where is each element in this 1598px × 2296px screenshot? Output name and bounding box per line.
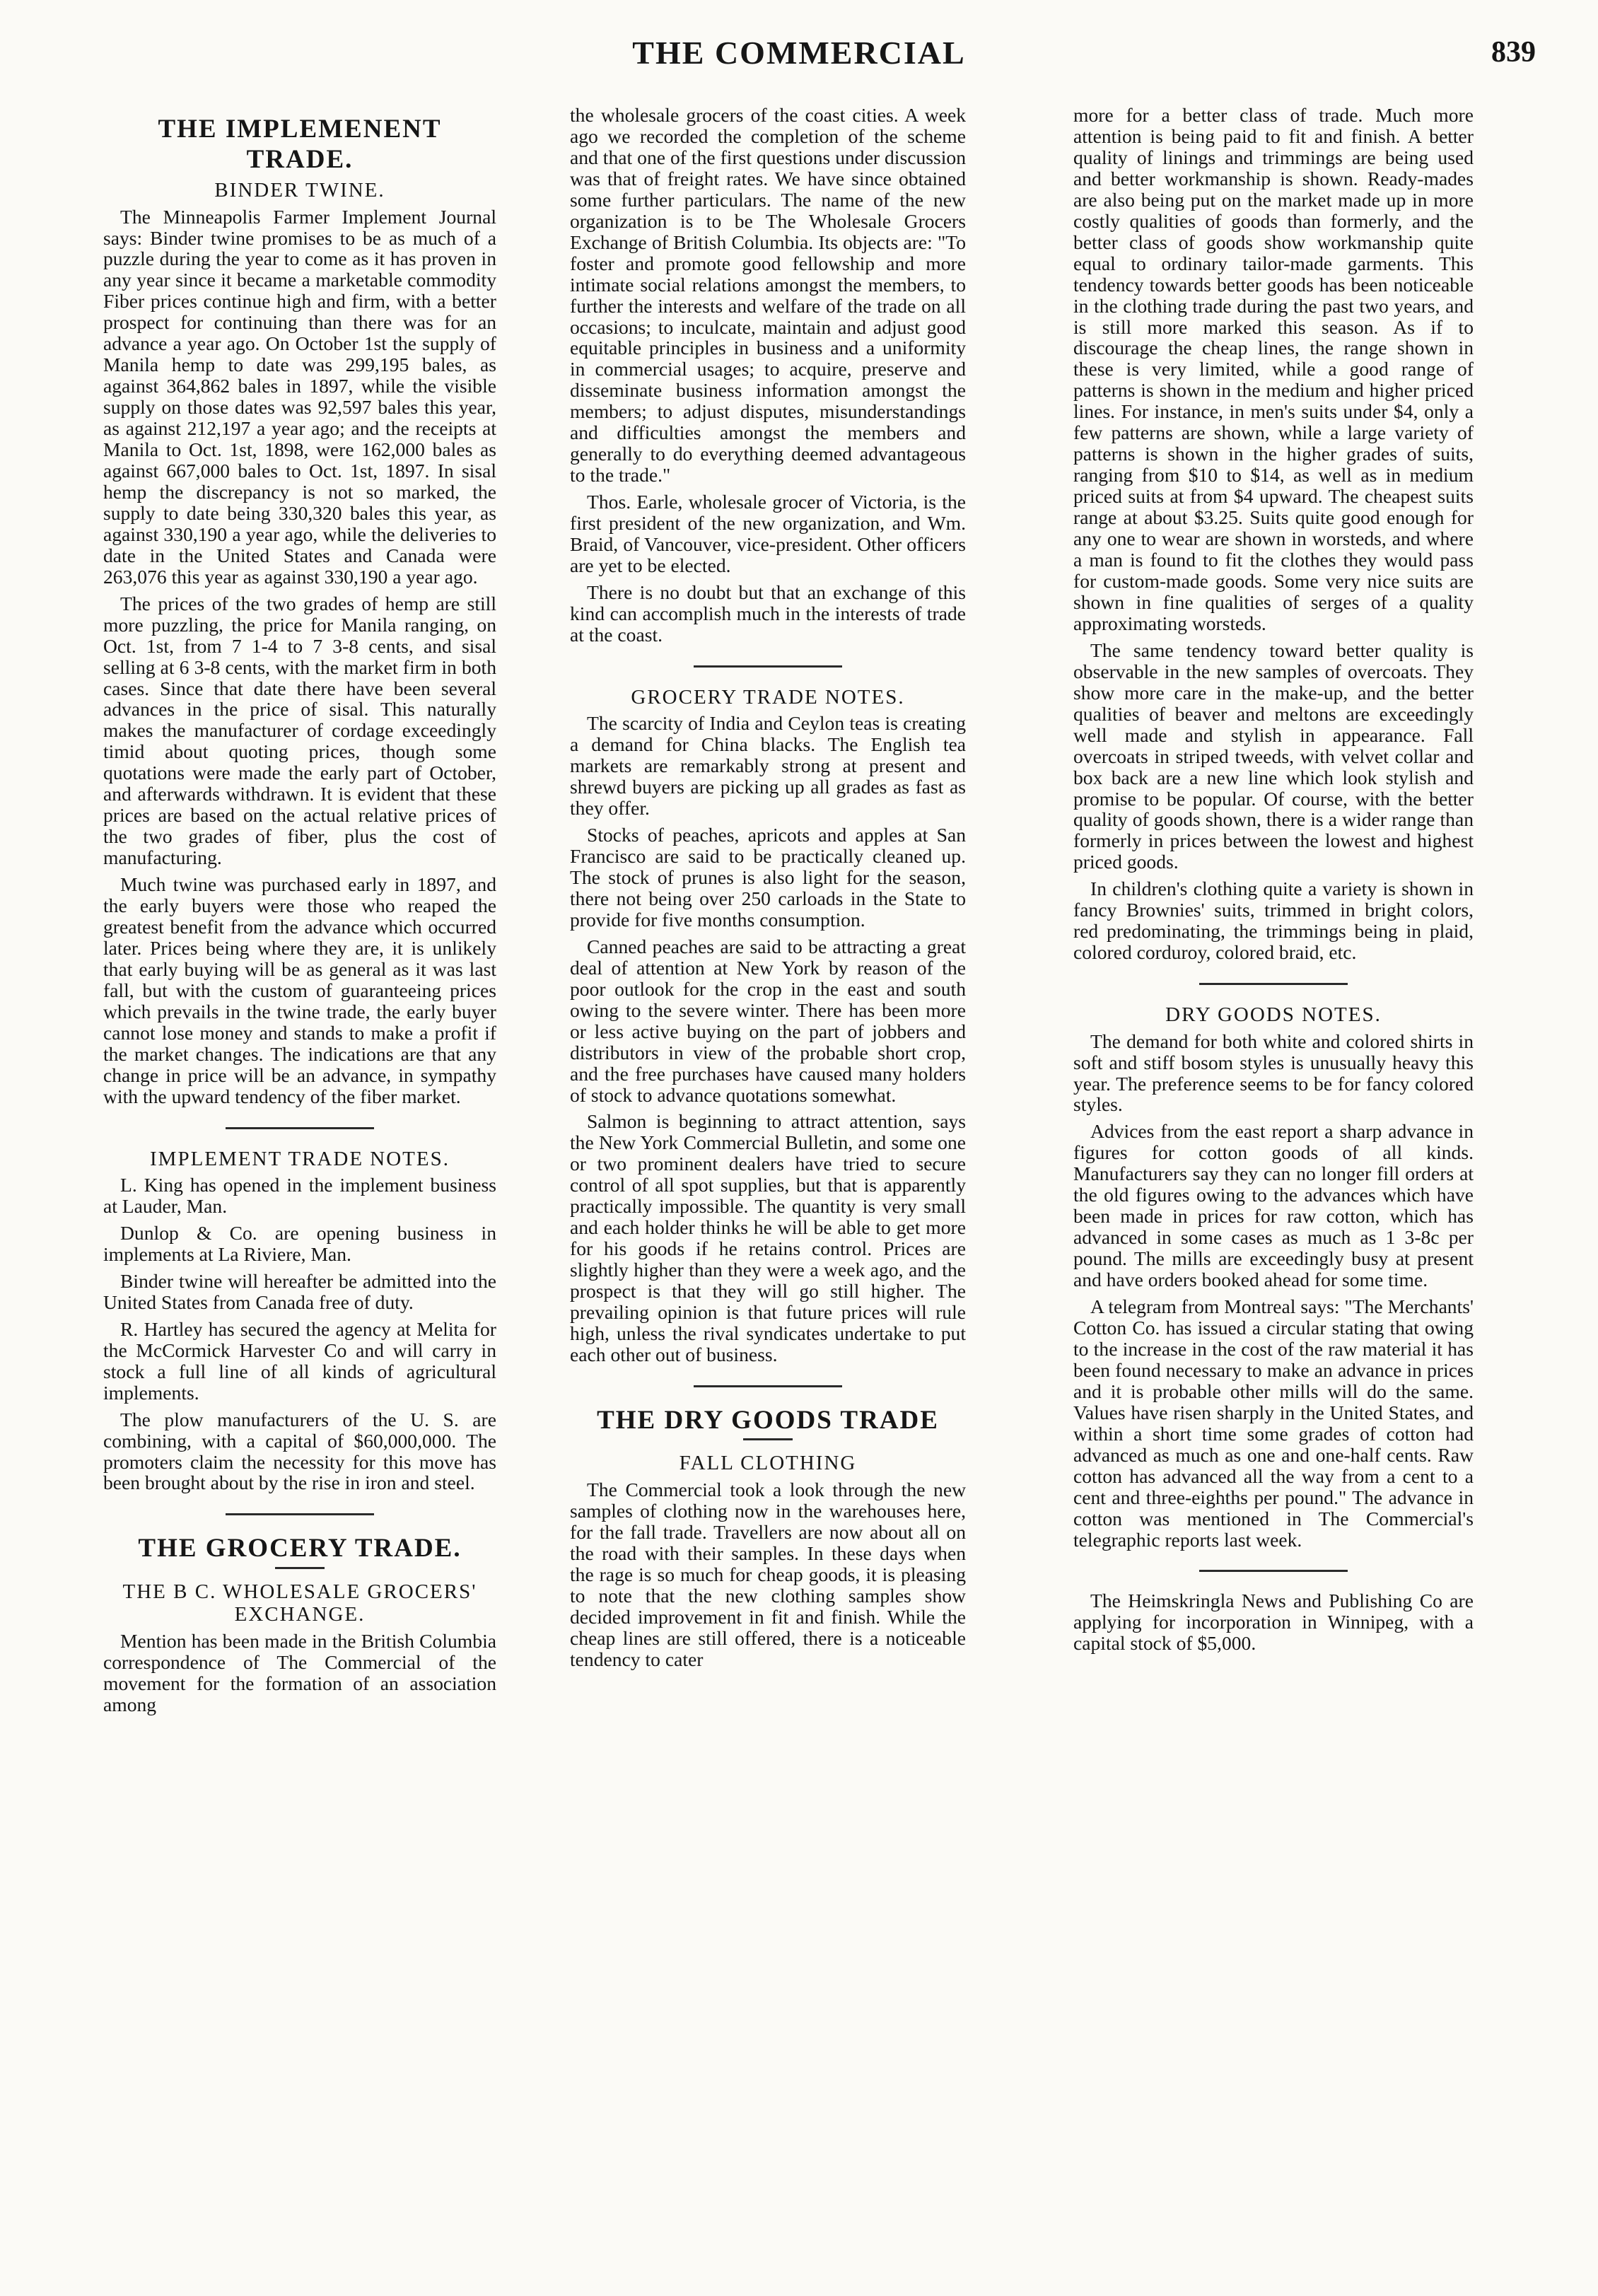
article-paragraph: The same tendency toward better quality is observable in the new samples of overcoats. They show more care in the make-up, and the better qualities of beaver and meltons are exceedingly well made and stylish in appearance. Fall overcoats in striped tweeds, with velvet collar and box back are a new line which look stylish and promise to be popular. Of course, with the better quality of goods shown, there is a wider range than formerly in prices between the lowest and highest priced goods. xyxy=(1073,639,1474,873)
implement-notes-heading: IMPLEMENT TRADE NOTES. xyxy=(150,1147,450,1170)
news-item: Salmon is beginning to attract attention, says the New York Commercial Bulletin, and some one or two prominent dealers have tried to secure control of all spot supplies, but that is apparently practically impossible. The quantity is very small and each holder thinks he will be able to get more for his goods if he retains control. Prices are slightly higher than they were a week ago, and the prospect is that they will go still higher. The prevailing opinion is that future prices will rule high, unless the rival syndicates undertake to put each other out of business. xyxy=(570,1110,966,1365)
article-paragraph: the wholesale grocers of the coast cities. A week ago we recorded the completion of the scheme and that one of the first questions under discussion was that of freight rates. We have since obtained some further particulars. The name of the new organization is to be The Wholesale Grocers Exchange of British Columbia. Its objects are: "To foster and promote good fellowship and more intimate social relations amongst the members, to further the interests and welfare of the trade on all occasions; to inculcate, maintain and adjust good equitable principles in business and a uniformity in commercial usages; to acquire, preserve and disseminate business information amongst the members; to adjust disputes, misunderstandings and difficulties amongst the members and generally to do everything deemed advantageous to the trade." xyxy=(570,105,966,486)
news-item: The Heimskringla News and Publishing Co are applying for incorporation in Winnipeg, with a capital stock of $5,000. xyxy=(1073,1590,1474,1655)
news-item: The demand for both white and colored shirts in soft and stiff bosom styles is unusually heavy this year. The preference seems to be for fancy colored styles. xyxy=(1073,1030,1474,1116)
article-paragraph: Thos. Earle, wholesale grocer of Victoria, is the first president of the new organization, and Wm. Braid, of Vancouver, vice-president. Other officers are yet to be elected. xyxy=(570,491,966,577)
news-item: Dunlop & Co. are opening business in implements at La Riviere, Man. xyxy=(103,1221,496,1265)
page-number: 839 xyxy=(1491,36,1536,69)
section-divider xyxy=(694,665,842,668)
article-paragraph: In children's clothing quite a variety is shown in fancy Brownies' suits, trimmed in bright colors, red predominating, the trimmings being in plaid, colored corduroy, colored braid, etc. xyxy=(1073,878,1474,964)
section-divider xyxy=(226,1127,374,1129)
grocery-notes-heading: GROCERY TRADE NOTES. xyxy=(631,685,905,709)
news-item: R. Hartley has secured the agency at Melita for the McCormick Harvester Co and will carry in stock a full line of all kinds of agricultural implements. xyxy=(103,1317,496,1404)
binder-twine-heading: BINDER TWINE. xyxy=(214,179,385,202)
news-item: Advices from the east report a sharp advance in figures for cotton goods of all kinds. Manufacturers say they can no longer fill orders at the old figures owing to the advances which have been made in prices for raw cotton, which has advanced in some cases as much as 1 3-8c per pound. The mills are exceedingly busy at present and have orders booked ahead for some time. xyxy=(1073,1120,1474,1291)
column-middle xyxy=(570,105,966,2275)
news-item: A telegram from Montreal says: "The Merchants' Cotton Co. has issued a circular stating that owing to the increase in the cost of the raw material it has been found necessary to make an advance in prices and it is probable other mills will do the same. Values have risen sharply in the United States, and within a short time some grades of cotton had advanced as much as one and one-half cents. Raw cotton has advanced all the way from a cent to a cent and three-eighths per pound." The advance in cotton was mentioned in The Commercial's telegraphic reports last week. xyxy=(1073,1295,1474,1551)
article-paragraph: There is no doubt but that an exchange of this kind can accomplish much in the interests of trade at the coast. xyxy=(570,581,966,646)
news-item: The plow manufacturers of the U. S. are combining, with a capital of $60,000,000. The promoters claim the necessity for this move has been brought about by the rise in iron and steel. xyxy=(103,1408,496,1494)
journal-title: THE COMMERCIAL xyxy=(632,35,966,71)
bc-exchange-heading: THE B C. WHOLESALE GROCERS' EXCHANGE. xyxy=(122,1580,477,1626)
article-paragraph: The Minneapolis Farmer Implement Journal says: Binder twine promises to be as much of a puzzle during the year to come as it has proven in any year since it became a marketable commodity Fiber prices continue high and firm, with a better prospect for continuing than there was for an advance a year ago. On October 1st the supply of Manila hemp to date was 299,195 bales, as against 364,862 bales in 1897, while the visible supply on those dates was 92,597 bales this year, as against 212,197 a year ago; and the receipts at Manila to Oct. 1st, 1898, were 162,000 bales as against 667,000 bales to Oct. 1st, 1897. In sisal hemp the discrepancy is not so marked, the supply to date being 330,320 bales this year, as against 330,190 a year ago, while the deliveries to date in the United States and Canada were 263,076 this year as against 330,190 a year ago. xyxy=(103,205,496,588)
dry-goods-trade-heading: THE DRY GOODS TRADE xyxy=(597,1405,939,1435)
fall-clothing-heading: FALL CLOTHING xyxy=(679,1452,857,1475)
grocery-trade-heading: THE GROCERY TRADE. xyxy=(138,1534,462,1563)
dry-goods-notes-heading: DRY GOODS NOTES. xyxy=(1165,1003,1382,1027)
article-paragraph: Much twine was purchased early in 1897, and the early buyers were those who reaped the greatest benefit from the advance which occurred later. Prices being where they are, it is unlikely that early buying will be as general as it was last fall, but with the custom of guaranteeing prices which prevails in the twine trade, the early buyer cannot lose money and stands to make a profit if the market changes. The indications are that any change in price will be an advance, in sympathy with the upward tendency of the fiber market. xyxy=(103,873,496,1107)
news-item: Canned peaches are said to be attracting a great deal of attention at New York by reason of the poor outlook for the crop in the east and south owing to the severe winter. There has been more or less active buying on the part of jobbers and distributors in view of the probable short crop, and the free purchases have caused many holders of stock to advance quotations somewhat. xyxy=(570,935,966,1106)
section-divider xyxy=(1199,1570,1348,1572)
section-divider xyxy=(226,1513,374,1515)
heading-rule xyxy=(743,1438,793,1440)
news-item: Stocks of peaches, apricots and apples at San Francisco are said to be practically cleaned up. The stock of prunes is also light for the season, there not being over 250 carloads in the State to provide for five months consumption. xyxy=(570,824,966,931)
article-paragraph: Mention has been made in the British Columbia correspondence of The Commercial of the movement for the formation of an association among xyxy=(103,1629,496,1715)
page-header xyxy=(0,34,1598,83)
news-item: L. King has opened in the implement business at Lauder, Man. xyxy=(103,1174,496,1218)
article-paragraph: more for a better class of trade. Much more attention is being paid to fit and finish. A better quality of linings and trimmings are being used and better workmanship is shown. Ready-mades are also being put on the market made up in more costly qualities of goods than formerly, and the better class of goods show workmanship quite equal to ordinary tailor-made garments. This tendency towards better goods has been noticeable in the clothing trade during the past two years, and is still more marked this season. As if to discourage the cheap lines, the range shown in these is very limited, while a good range of patterns is shown in the medium and higher priced lines. For instance, in men's suits under $4, only a few patterns are shown, while a large variety of patterns is shown in the higher grades of suits, ranging from $10 to $14, as well as in medium priced suits at from $4 upward. The cheapest suits range at about $3.25. Suits quite good enough for any one to wear are shown in worsteds, and where a man is found to fit the clothes they would pass for custom-made goods. Some very nice suits are shown in fine qualities of serges of a quality approximating worsteds. xyxy=(1073,105,1474,634)
news-item: The scarcity of India and Ceylon teas is creating a demand for China blacks. The English tea markets are remarkably strong at present and shrewd buyers are picking up all grades as fast as they offer. xyxy=(570,712,966,820)
implement-trade-heading: THE IMPLEMENENT TRADE. xyxy=(158,115,442,174)
column-right xyxy=(1073,105,1474,2275)
article-paragraph: The Commercial took a look through the new samples of clothing now in the warehouses here, for the fall trade. Travellers are now about all on the road with their samples. In these days when the rage is so much for cheap goods, it is pleasing to note that the new clothing samples show decided improvement in fit and finish. While the cheap lines are still offered, there is a noticeable tendency to cater xyxy=(570,1478,966,1670)
section-divider xyxy=(1199,983,1348,985)
article-paragraph: The prices of the two grades of hemp are still more puzzling, the price for Manila ranging, on Oct. 1st, from 7 1-4 to 7 3-8 cents, and sisal selling at 6 3-8 cents, with the market firm in both cases. Since that date there have been several advances in the price of sisal. This naturally makes the manufacturer of cordage exceedingly timid about quoting prices, though some quotations were made the early part of October, and afterwards withdrawn. It is evident that these prices are based on the actual relative prices of the two grades of fiber, plus the cost of manufacturing. xyxy=(103,592,496,869)
heading-rule xyxy=(275,1567,325,1569)
section-divider xyxy=(694,1385,842,1387)
news-item: Binder twine will hereafter be admitted into the United States from Canada free of duty. xyxy=(103,1269,496,1313)
column-left xyxy=(103,105,496,2275)
